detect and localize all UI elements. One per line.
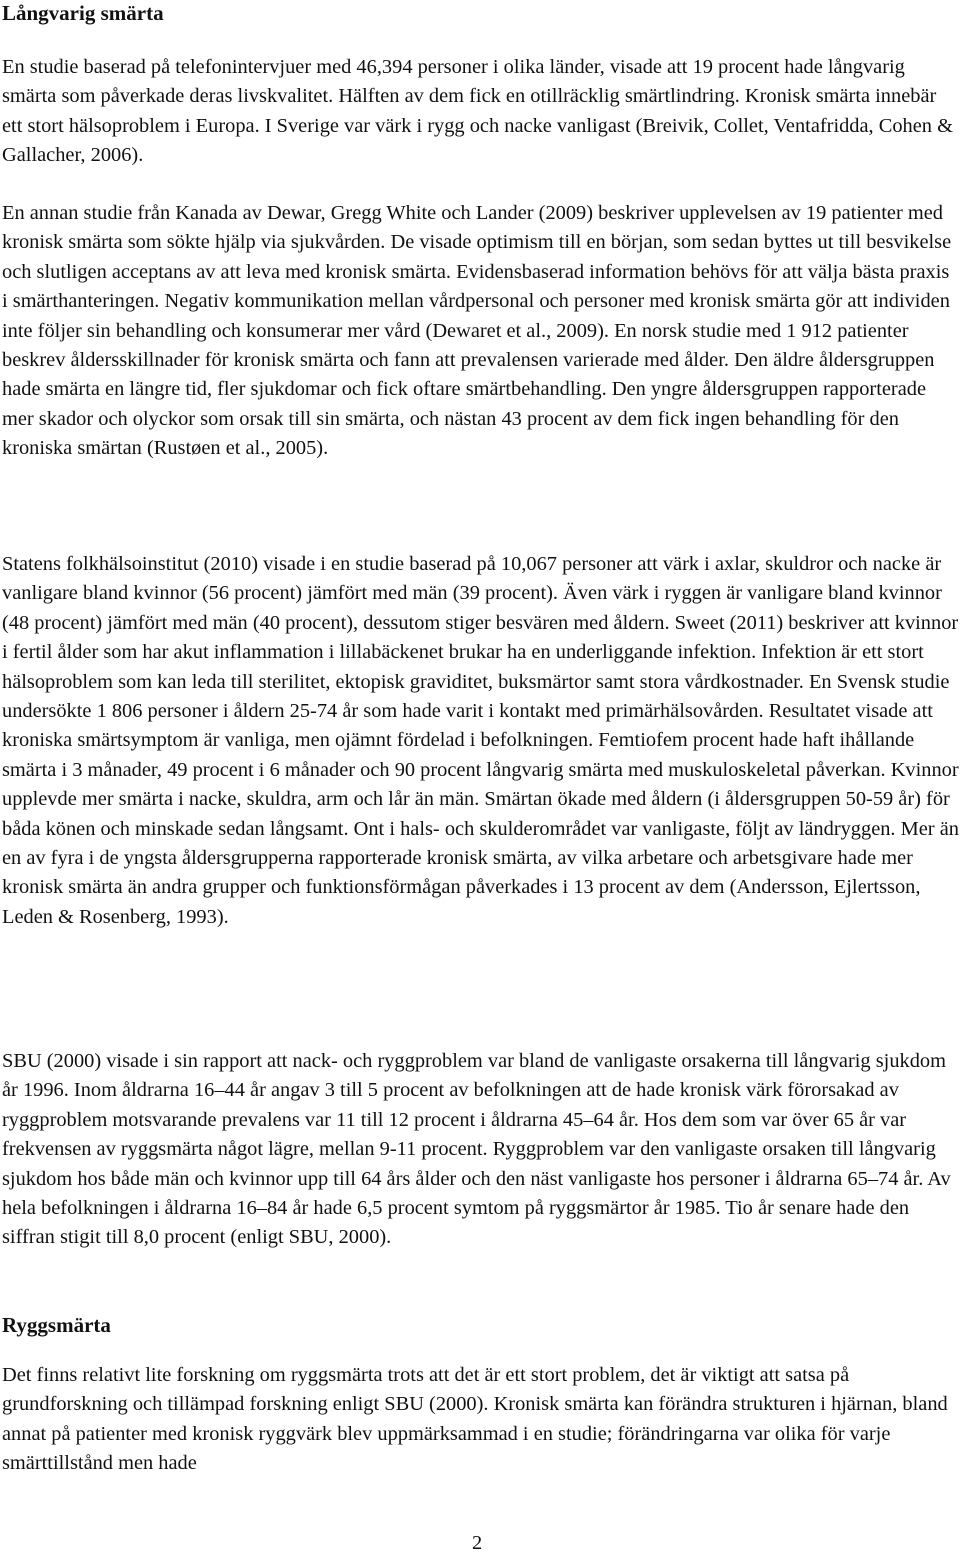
body-paragraph: Statens folkhälsoinstitut (2010) visade i en studie baserad på 10,067 personer att värk i axlar, skuldror och nacke är vanligare bland kvinnor (56 procent) jämfört med män (39 procent). Även värk i ryggen är vanligare bland kvinnor (48 procent) jämfört med män (40 procent), dessutom stiger besvären med åldern. Sweet (2011) beskriver att kvinnor i fertil ålder som har akut inflammation i lillabäckenet brukar ha en underliggande infektion. Infektion är ett stort hälsoproblem som kan leda till sterilitet, ektopisk graviditet, buksmärtor samt stora vårdkostnader. En Svensk studie undersökte 1 806 personer i åldern 25-74 år som hade varit i kontakt med primärhälsovården. Resultatet visade att kroniska smärtsymptom är vanliga, men ojämnt fördelad i befolkningen. Femtiofem procent hade haft ihållande smärta i 3 månader, 49 procent i 6 månader och 90 procent långvarig smärta med muskuloskeletal påverkan. Kvinnor upplevde mer smärta i nacke, skuldra, arm och lår än män. Smärtan ökade med åldern (i åldersgruppen 50-59 år) för båda könen och minskade sedan långsamt. Ont i hals- och skulderområdet var vanligaste, följt av ländryggen. Mer än en av fyra i de yngsta åldersgrupperna rapporterade kronisk smärta, av vilka arbetare och arbetsgivare hade mer kronisk smärta än andra grupper och funktionsförmågan påverkades i 13 procent av dem (Andersson, Ejlertsson, Leden & Rosenberg, 1993). bbox=[2, 553, 959, 928]
section-heading-langvarig-smarta: Långvarig smärta bbox=[2, 1, 164, 25]
body-paragraph: SBU (2000) visade i sin rapport att nack- och ryggproblem var bland de vanligaste orsakerna till långvarig sjukdom år 1996. Inom åldrarna 16–44 år angav 3 till 5 procent av befolkningen att de hade kronisk värk förorsakad av ryggproblem motsvarande prevalens var 11 till 12 procent i åldrarna 45–64 år. Hos dem som var över 65 år var frekvensen av ryggsmärta något lägre, mellan 9-11 procent. Ryggproblem var den vanligaste orsaken till långvarig sjukdom hos både män och kvinnor upp till 64 års ålder och den näst vanligaste hos personer i åldrarna 65–74 år. Av hela befolkningen i åldrarna 16–84 år hade 6,5 procent symtom på ryggsmärtor år 1985. Tio år senare hade den siffran stigit till 8,0 procent (enligt SBU, 2000). bbox=[2, 1050, 951, 1249]
page-number: 2 bbox=[472, 1532, 483, 1554]
body-paragraph: Det finns relativt lite forskning om ryggsmärta trots att det är ett stort problem, det är viktigt att satsa på grundforskning och tillämpad forskning enligt SBU (2000). Kronisk smärta kan förändra strukturen i hjärnan, bland annat på patienter med kronisk ryggvärk blev uppmärksammad i en studie; förändringarna var olika för varje smärttillstånd men hade bbox=[2, 1364, 948, 1475]
body-paragraph: En studie baserad på telefonintervjuer med 46,394 personer i olika länder, visade att 19 procent hade långvarig smärta som påverkade deras livskvalitet. Hälften av dem fick en otillräcklig smärtlindring. Kronisk smärta innebär ett stort hälsoproblem i Europa. I Sverige var värk i rygg och nacke vanligast (Breivik, Collet, Ventafridda, Cohen & Gallacher, 2006). bbox=[2, 56, 953, 167]
section-heading-ryggsmarta: Ryggsmärta bbox=[2, 1313, 111, 1337]
body-paragraph: En annan studie från Kanada av Dewar, Gregg White och Lander (2009) beskriver upplevelsen av 19 patienter med kronisk smärta som sökte hjälp via sjukvården. De visade optimism till en början, som sedan byttes ut till besvikelse och slutligen acceptans av att leva med kronisk smärta. Evidensbaserad information behövs för att välja bästa praxis i smärthanteringen. Negativ kommunikation mellan vårdpersonal och personer med kronisk smärta gör att individen inte följer sin behandling och konsumerar mer vård (Dewaret et al., 2009). En norsk studie med 1 912 patienter beskrev åldersskillnader för kronisk smärta och fann att prevalensen varierade med ålder. Den äldre åldersgruppen hade smärta en längre tid, fler sjukdomar och fick oftare smärtbehandling. Den yngre åldersgruppen rapporterade mer skador och olyckor som orsak till sin smärta, och nästan 43 procent av dem fick ingen behandling för den kroniska smärtan (Rustøen et al., 2005). bbox=[2, 202, 952, 460]
